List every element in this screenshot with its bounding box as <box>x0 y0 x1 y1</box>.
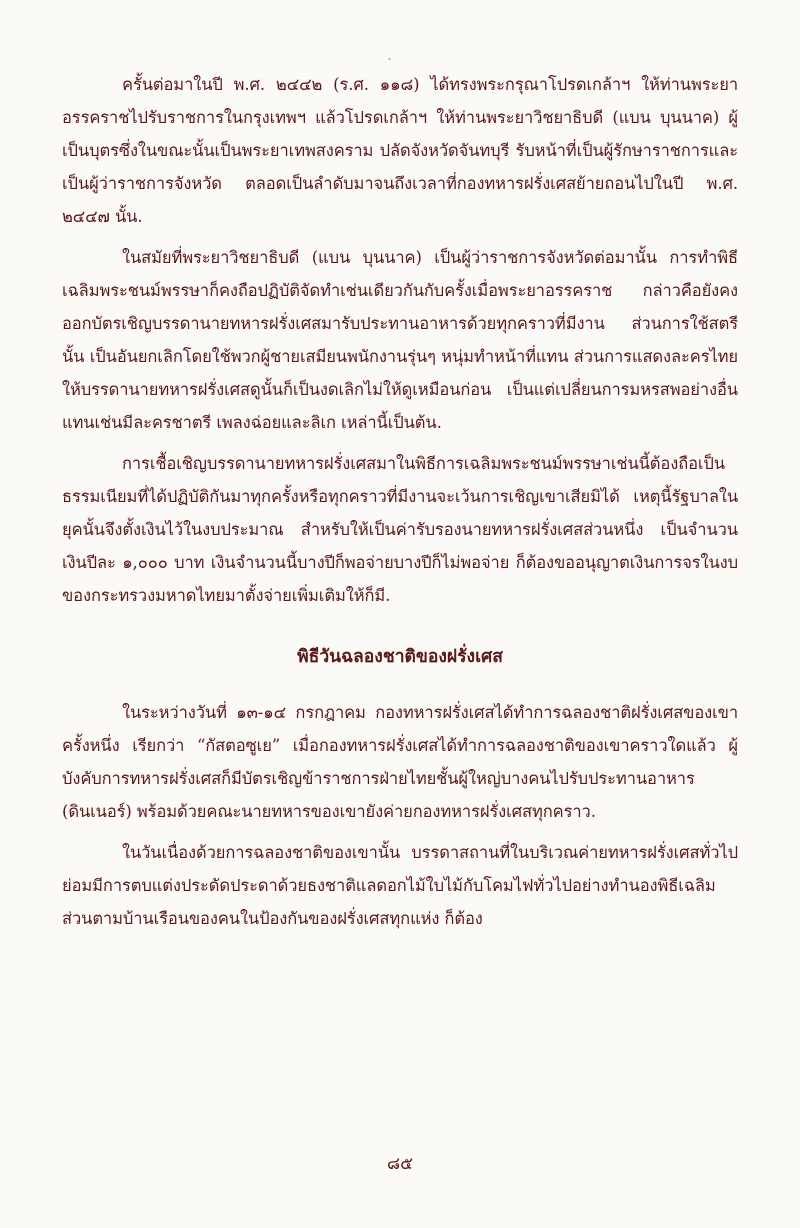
page-number: ๘๕ <box>387 1154 413 1174</box>
page-body <box>62 68 738 943</box>
paragraph-5: ในวันเนื่องด้วยการฉลองชาติของเขานั้น บรรดาสถานที่ในบริเวณค่ายทหารฝรั่งเศสทั่วไป ย่อมมีการตบแต่งประดัดประดาด้วยธงชาติแลดอกไม้ใบไม้กับโคมไฟทั่วไปอย่างทำนองพิธีเฉลิม ส่วนตามบ้านเรือนของคนในป้องกันของฝรั่งเศสทุกแห่ง ก็ต้อง <box>62 843 738 928</box>
paragraph-1: ครั้นต่อมาในปี พ.ศ. ๒๔๔๒ (ร.ศ. ๑๑๘) ได้ทรงพระกรุณาโปรดเกล้าฯ ให้ท่านพระยาอรรคราชไปรับราชการในกรุงเทพฯ แล้วโปรดเกล้าฯ ให้ท่านพระยาวิชยาธิบดี (แบน บุนนาค) ผู้เป็นบุตรซึ่งในขณะนั้นเป็นพระยาเทพสงคราม ปลัดจังหวัดจันทบุรี รับหน้าที่เป็นผู้รักษาราชการและเป็นผู้ว่าราชการจังหวัด ตลอดเป็นลำดับมาจนถึงเวลาที่กองทหารฝรั่งเศสย้ายถอนไปในปี พ.ศ. ๒๔๔๗ นั้น. <box>62 75 738 226</box>
paragraph-4: ในระหว่างวันที่ ๑๓-๑๔ กรกฎาคม กองทหารฝรั่งเศสได้ทำการฉลองชาติฝรั่งเศสของเขาครั้งหนึ่ง เรียกว่า “กัสตอซูเย” เมื่อกองทหารฝรั่งเศสได้ทำการฉลองชาติของเขาคราวใดแล้ว ผู้บังคับการทหารฝรั่งเศสก็มีบัตรเชิญข้าราชการฝ่ายไทยชั้นผู้ใหญ่บางคนไปรับประทานอาหาร (ดินเนอร์) พร้อมด้วยคณะนายทหารของเขายังค่ายกองทหารฝรั่งเศสทุกคราว. <box>62 703 738 821</box>
section-heading: พิธีวันฉลองชาติของฝรั่งเศส <box>297 647 503 667</box>
paragraph-3: การเชื้อเชิญบรรดานายทหารฝรั่งเศสมาในพิธีการเฉลิมพระชนม์พรรษาเช่นนี้ต้องถือเป็นธรรมเนียมที่ได้ปฏิบัติกันมาทุกครั้งหรือทุกคราวที่มีงานจะเว้นการเชิญเขาเสียมิได้ เหตุนี้รัฐบาลในยุคนั้นจึงตั้งเงินไว้ในงบประมาณ สำหรับให้เป็นค่ารับรองนายทหารฝรั่งเศสส่วนหนึ่ง เป็นจำนวนเงินปีละ ๑,๐๐๐ บาท เงินจำนวนนี้บางปีก็พอจ่ายบางปีก็ไม่พอจ่าย ก็ต้องขออนุญาตเงินการจรในงบของกระทรวงมหาดไทยมาตั้งจ่ายเพิ่มเติมให้ก็มี. <box>62 454 738 605</box>
paper-speck <box>388 58 391 60</box>
paragraph-2: ในสมัยที่พระยาวิชยาธิบดี (แบน บุนนาค) เป็นผู้ว่าราชการจังหวัดต่อมานั้น การทำพิธีเฉลิมพระชนม์พรรษาก็คงถือปฏิบัติจัดทำเช่นเดียวกันกับครั้งเมื่อพระยาอรรคราช กล่าวคือยังคงออกบัตรเชิญบรรดานายทหารฝรั่งเศสมารับประทานอาหารด้วยทุกคราวที่มีงาน ส่วนการใช้สตรีนั้น เป็นอันยกเลิกโดยใช้พวกผู้ชายเสมียนพนักงานรุ่นๆ หนุ่มทำหน้าที่แทน ส่วนการแสดงละครไทยให้บรรดานายทหารฝรั่งเศสดูนั้นก็เป็นงดเลิกไม่ให้ดูเหมือนก่อน เป็นแต่เปลี่ยนการมหรสพอย่างอื่นแทนเช่นมีละครชาตรี เพลงฉ่อยและลิเก เหล่านี้เป็นต้น. <box>62 248 738 432</box>
